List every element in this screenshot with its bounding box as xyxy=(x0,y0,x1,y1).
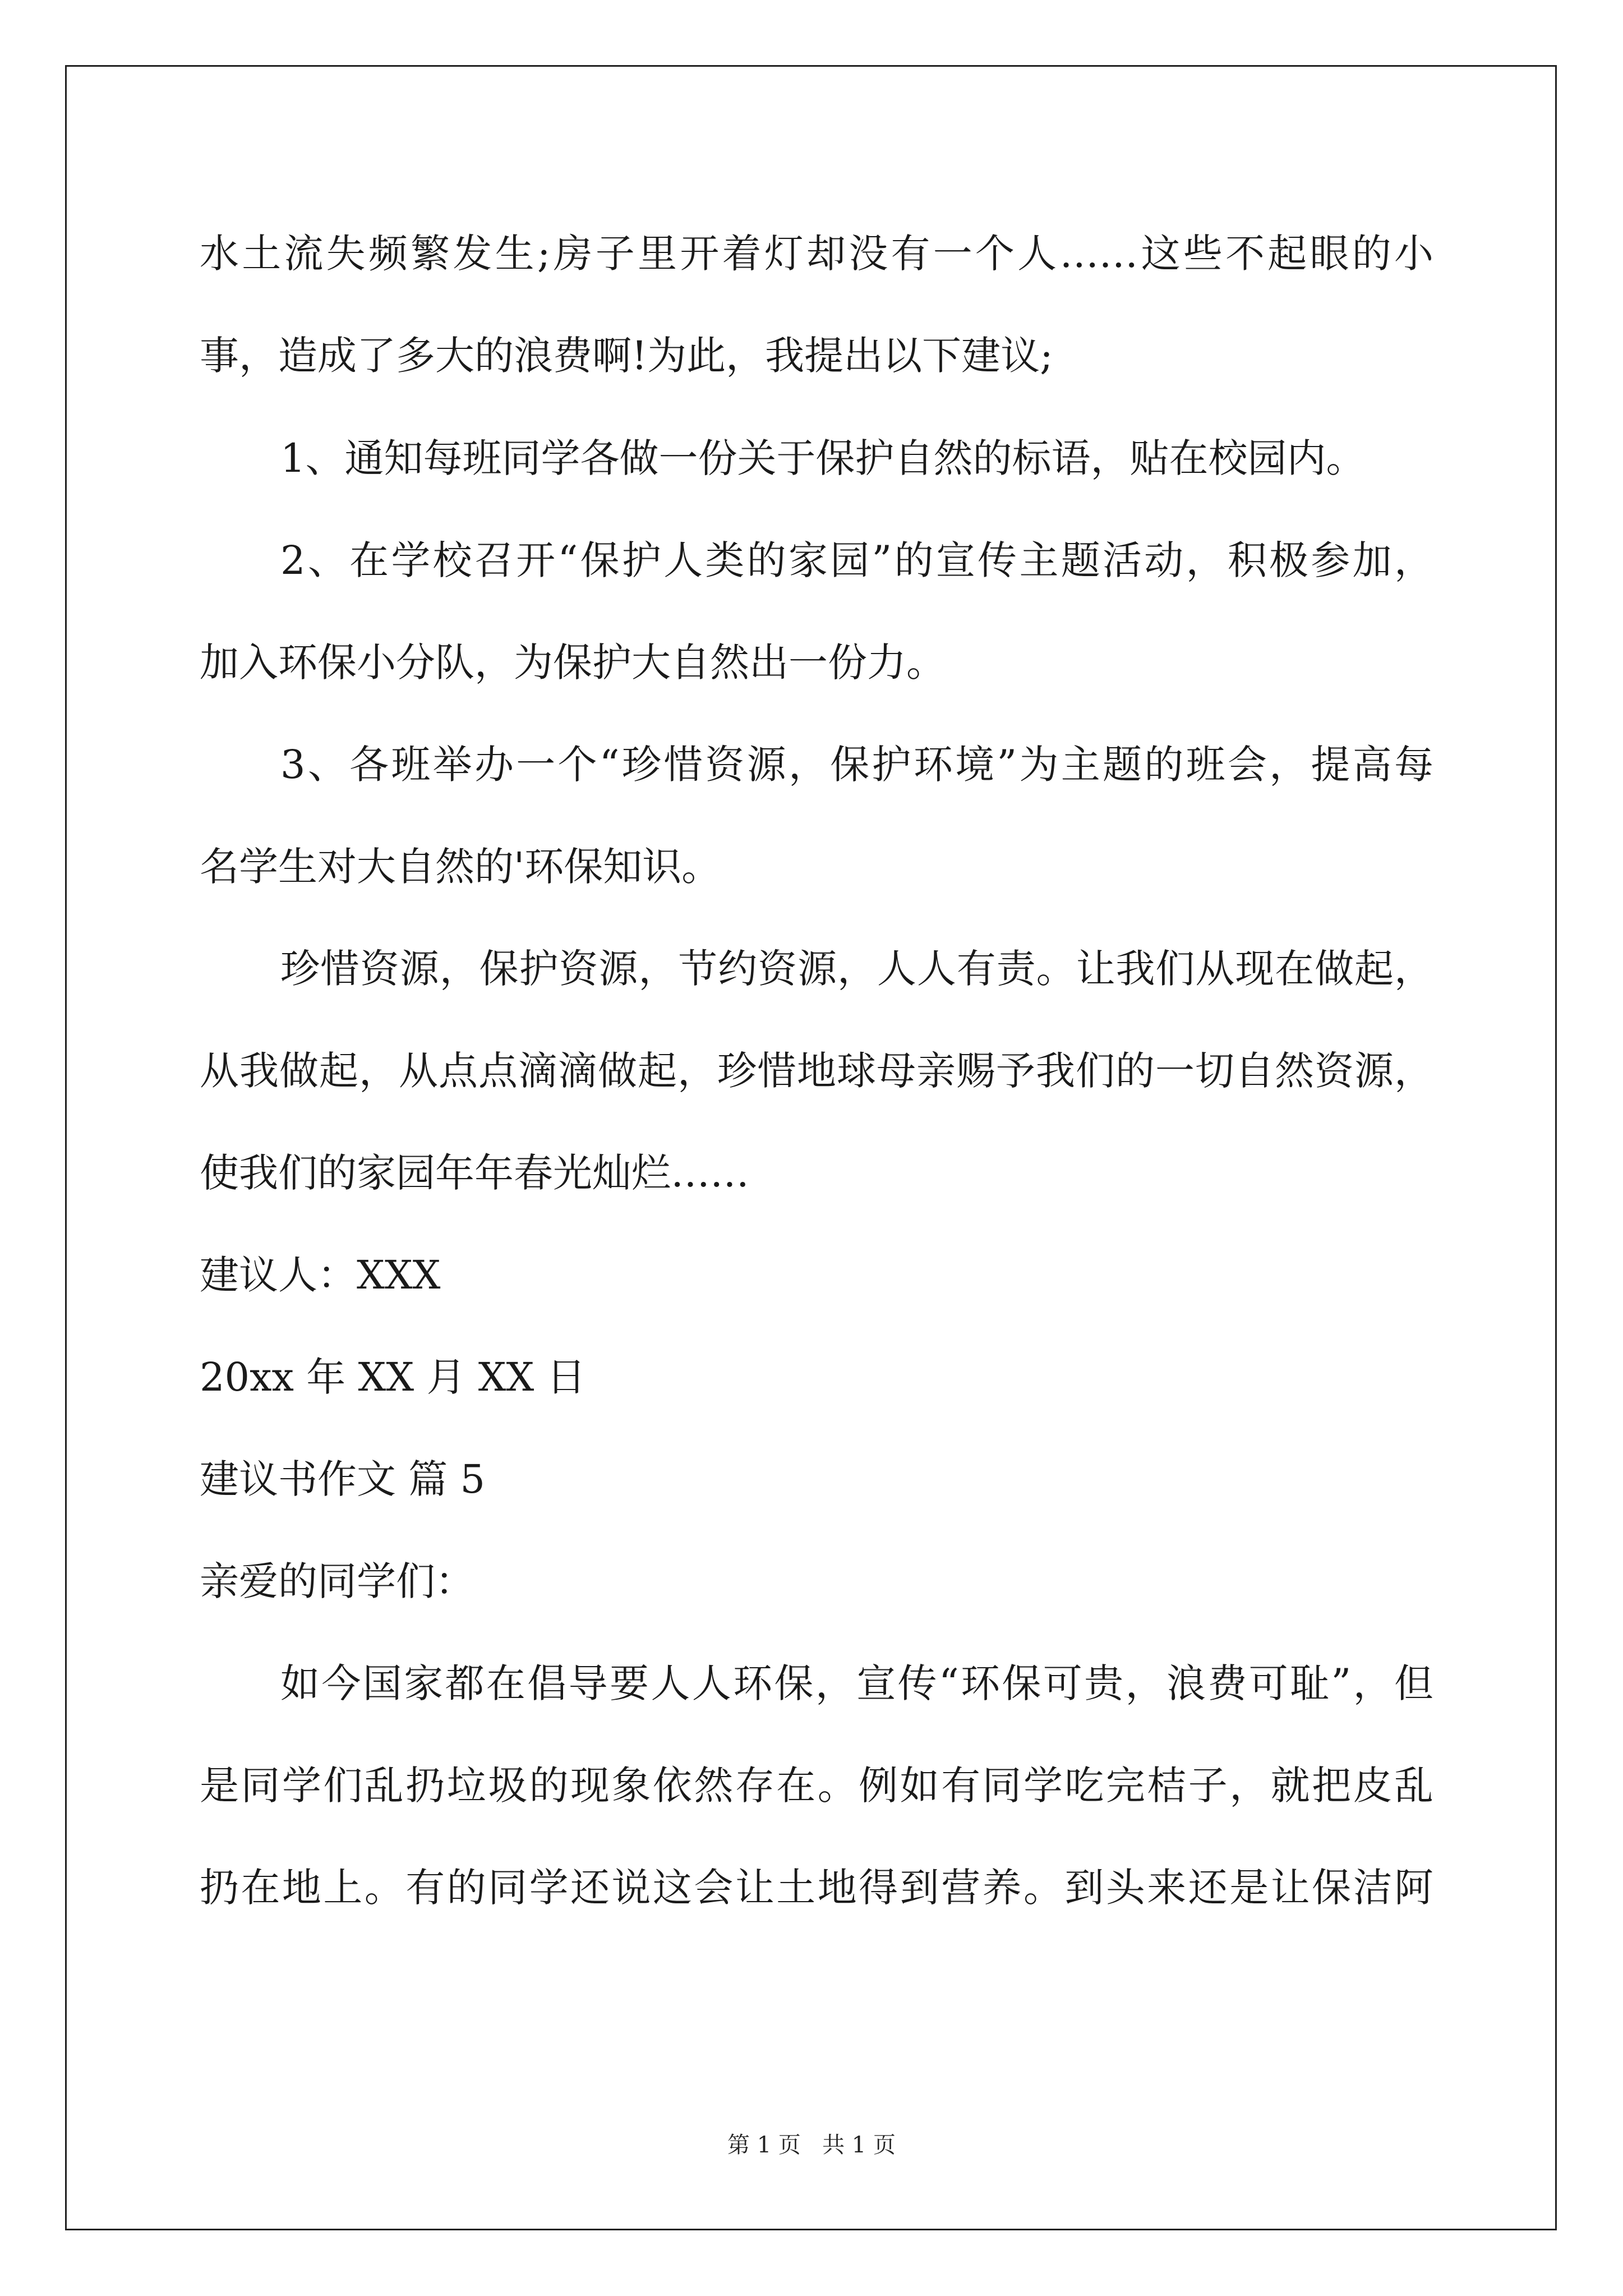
body-paragraph-line: 如今国家都在倡导要人人环保，宣传“环保可贵，浪费可耻”，但 xyxy=(280,1660,1433,1706)
list-item-1: 1、通知每班同学各做一份关于保护自然的标语，贴在校园内。 xyxy=(280,435,1366,481)
page-number: 第 1 页 xyxy=(727,2132,801,2158)
date: 20xx 年 XX 月 XX 日 xyxy=(200,1354,586,1400)
page-total: 共 1 页 xyxy=(822,2132,896,2158)
closing-paragraph-line: 使我们的家园年年春光灿烂…… xyxy=(200,1150,749,1196)
closing-paragraph-line: 从我做起，从点点滴滴做起，珍惜地球母亲赐予我们的一切自然资源， xyxy=(200,1048,1433,1094)
greeting: 亲爱的同学们： xyxy=(200,1558,474,1604)
closing-paragraph-line: 珍惜资源，保护资源，节约资源，人人有责。让我们从现在做起， xyxy=(280,946,1433,992)
signer: 建议人：XXX xyxy=(200,1252,441,1298)
list-item-3-line: 名学生对大自然的'环保知识。 xyxy=(200,844,721,890)
page-footer xyxy=(0,2129,1623,2161)
section-title: 建议书作文 篇 5 xyxy=(200,1456,486,1502)
body-paragraph-line: 是同学们乱扔垃圾的现象依然存在。例如有同学吃完桔子，就把皮乱 xyxy=(200,1763,1433,1809)
footer-spacer xyxy=(801,2132,822,2158)
paragraph-line: 水土流失频繁发生;房子里开着灯却没有一个人……这些不起眼的小 xyxy=(200,231,1433,277)
list-item-2-line: 加入环保小分队，为保护大自然出一份力。 xyxy=(200,639,946,685)
list-item-3-line: 3、各班举办一个“珍惜资源，保护环境”为主题的班会，提高每 xyxy=(280,742,1433,788)
body-paragraph-line: 扔在地上。有的同学还说这会让土地得到营养。到头来还是让保洁阿 xyxy=(200,1865,1433,1911)
list-item-2-line: 2、在学校召开“保护人类的家园”的宣传主题活动，积极参加， xyxy=(280,537,1433,583)
paragraph-line: 事，造成了多大的浪费啊!为此，我提出以下建议; xyxy=(200,333,1053,379)
